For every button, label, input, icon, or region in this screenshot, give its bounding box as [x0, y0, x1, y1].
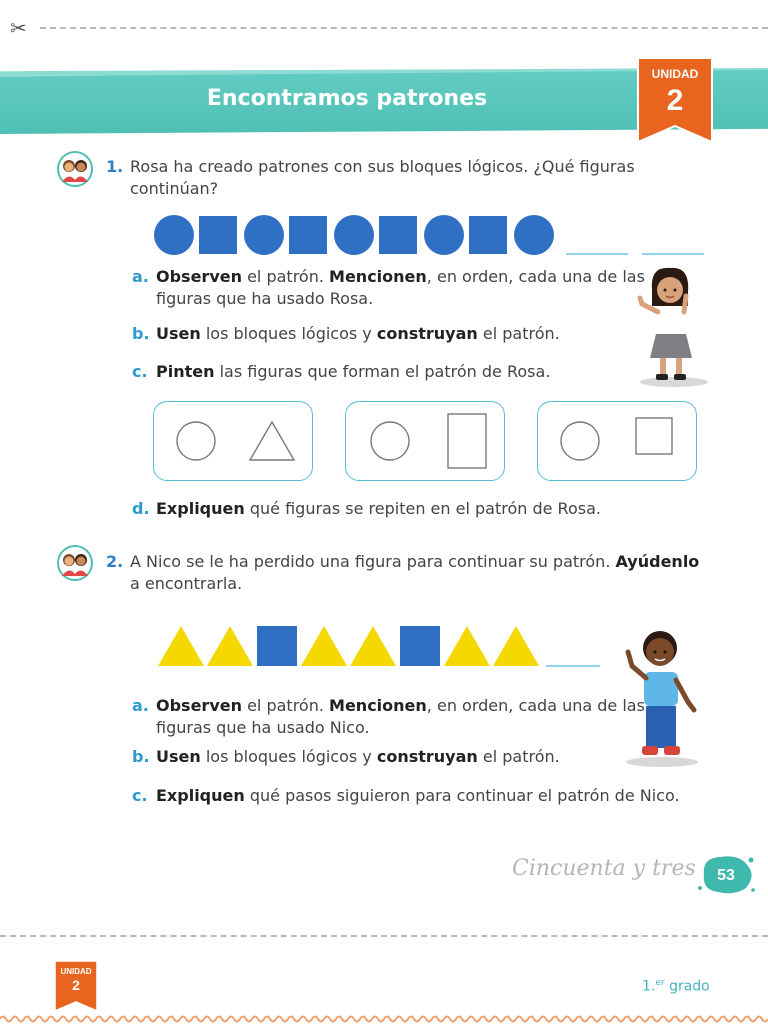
- bold-verb: Pinten: [156, 362, 215, 381]
- scissors-icon: ✂: [10, 16, 27, 40]
- unit-badge-label: UNIDAD: [651, 67, 699, 81]
- item-text: el patrón.: [477, 747, 560, 766]
- pattern-circle: [514, 215, 554, 255]
- pattern-triangle: [444, 626, 490, 666]
- bold-verb: Mencionen: [329, 696, 427, 715]
- item-text: el patrón.: [242, 267, 330, 286]
- question-text: Rosa ha creado patrones con sus bloques lógicos. ¿Qué figuras: [130, 157, 635, 176]
- question-text: continúan?: [130, 179, 219, 198]
- bold-verb: Usen: [156, 747, 201, 766]
- pattern-square: [400, 626, 440, 666]
- option-box-2[interactable]: [345, 401, 505, 481]
- item-text: el patrón.: [242, 696, 330, 715]
- cut-line-bottom: [0, 935, 768, 937]
- pair-work-icon: [56, 150, 94, 188]
- pattern-square: [469, 216, 507, 254]
- question-text: A Nico se le ha perdido una figura para continuar su patrón.: [130, 552, 616, 571]
- question-text: a encontrarla.: [130, 574, 243, 593]
- item-text: los bloques lógicos y: [200, 747, 377, 766]
- footer-unit-number: 2: [72, 977, 80, 993]
- pattern-triangle: [301, 626, 347, 666]
- grade-prefix: 1.: [642, 978, 656, 995]
- page-title: Encontramos patrones: [206, 86, 488, 111]
- pattern-circle: [424, 215, 464, 255]
- pattern-triangle: [350, 626, 396, 666]
- cut-line-top: [40, 27, 768, 29]
- item-letter: b.: [132, 747, 150, 766]
- item-letter: c.: [132, 786, 148, 805]
- unit-badge-number: 2: [666, 84, 684, 117]
- circle-shape[interactable]: [177, 422, 215, 460]
- bold-verb: construyan: [376, 324, 478, 343]
- bold-verb: Observen: [156, 267, 242, 286]
- pattern-square: [199, 216, 237, 254]
- pattern-square: [289, 216, 327, 254]
- footer-unit-label: UNIDAD: [60, 967, 92, 976]
- pattern-square: [257, 626, 297, 666]
- bold-verb: Ayúdenlo: [615, 552, 700, 571]
- nico-pattern: [156, 624, 616, 670]
- pattern-circle: [334, 215, 374, 255]
- item-letter: d.: [132, 499, 150, 518]
- grade-label: [642, 978, 710, 995]
- option-box-1[interactable]: [153, 401, 313, 481]
- bold-verb: Expliquen: [156, 786, 245, 805]
- pattern-square: [379, 216, 417, 254]
- grade-word: grado: [669, 978, 710, 995]
- bold-verb: Usen: [156, 324, 201, 343]
- item-text: el patrón.: [477, 324, 560, 343]
- item-letter: b.: [132, 324, 150, 343]
- rosa-pattern: [150, 212, 710, 258]
- item-text: qué pasos siguieron para continuar el patrón de Nico.: [244, 786, 680, 805]
- circle-shape[interactable]: [371, 422, 409, 460]
- unit-badge: [636, 56, 714, 144]
- item-text: , en orden, cada una de las: [426, 696, 645, 715]
- rectangle-shape[interactable]: [448, 414, 486, 468]
- question-number: 2.: [106, 552, 124, 571]
- triangle-shape[interactable]: [250, 422, 294, 460]
- item-letter: a.: [132, 696, 149, 715]
- page-number-splash: [696, 852, 756, 896]
- pattern-circle: [244, 215, 284, 255]
- item-text: , en orden, cada una de las: [426, 267, 645, 286]
- pattern-triangle: [158, 626, 204, 666]
- pair-work-icon: [56, 544, 94, 582]
- square-shape[interactable]: [636, 418, 672, 454]
- bold-verb: construyan: [376, 747, 478, 766]
- item-letter: c.: [132, 362, 148, 381]
- bottom-wave-border: [0, 1014, 768, 1024]
- circle-shape[interactable]: [561, 422, 599, 460]
- item-text: las figuras que forman el patrón de Rosa.: [214, 362, 551, 381]
- pattern-triangle: [207, 626, 253, 666]
- item-text: los bloques lógicos y: [200, 324, 377, 343]
- bold-verb: Mencionen: [329, 267, 427, 286]
- question-number: 1.: [106, 157, 124, 176]
- item-text: qué figuras se repiten en el patrón de Rosa.: [244, 499, 601, 518]
- page-number-words: Cincuenta y tres: [512, 856, 696, 881]
- item-letter: a.: [132, 267, 149, 286]
- option-box-3[interactable]: [537, 401, 697, 481]
- item-text: figuras que ha usado Rosa.: [156, 289, 374, 308]
- bold-verb: Expliquen: [156, 499, 245, 518]
- page-number: 53: [717, 867, 735, 884]
- pattern-triangle: [493, 626, 539, 666]
- bold-verb: Observen: [156, 696, 242, 715]
- grade-sup: er: [655, 978, 665, 988]
- pattern-circle: [154, 215, 194, 255]
- footer-unit-badge: [54, 960, 98, 1012]
- item-text: figuras que ha usado Nico.: [156, 718, 370, 737]
